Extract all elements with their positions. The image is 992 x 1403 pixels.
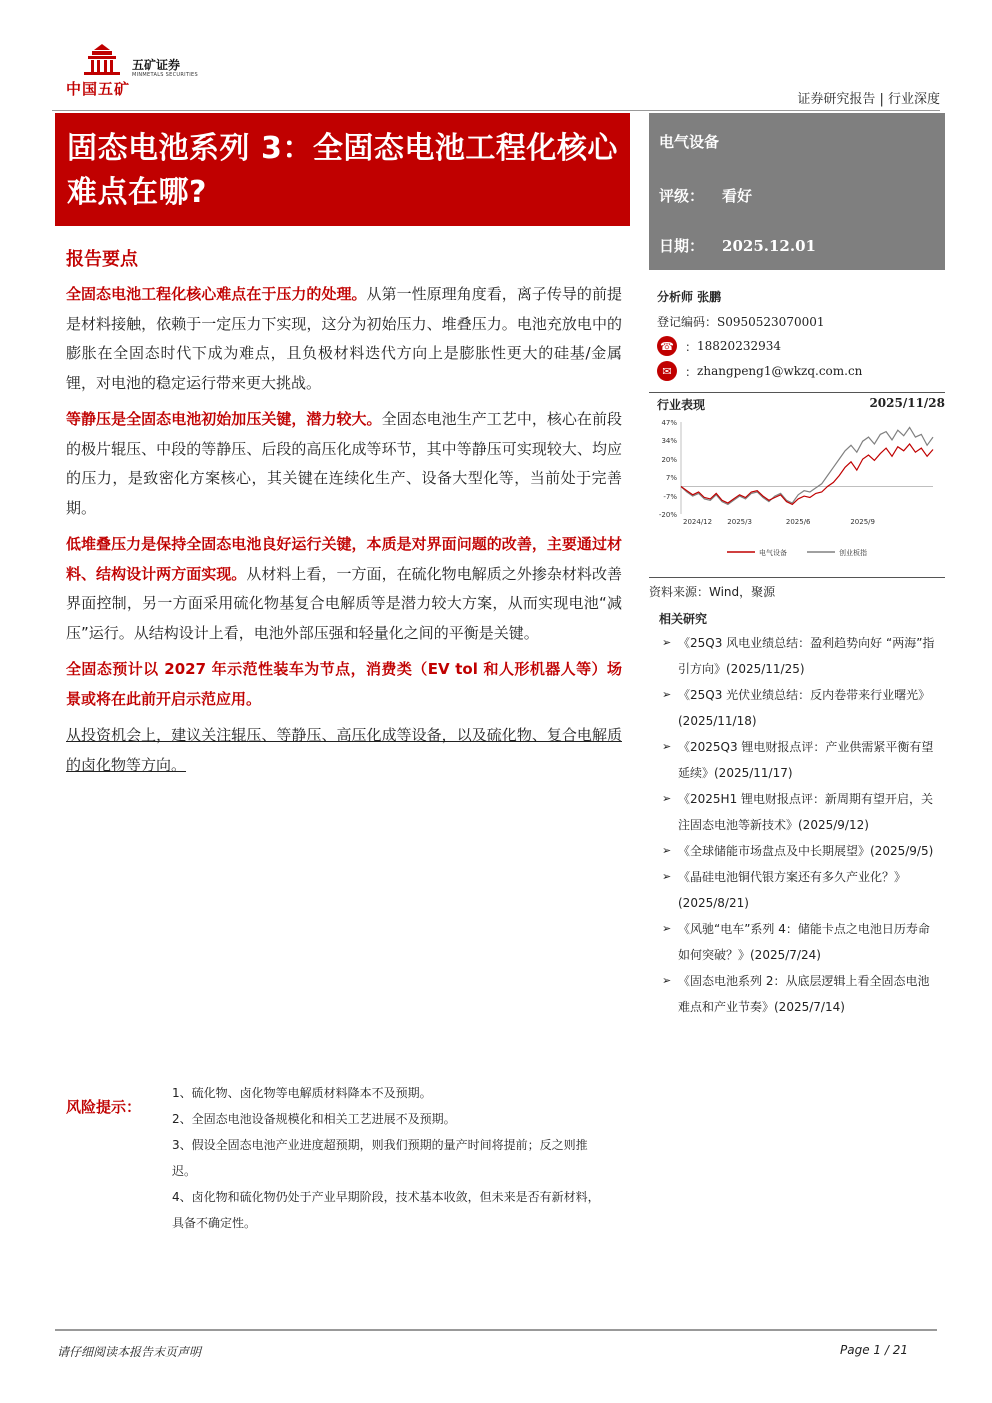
paragraph-timeline bbox=[66, 655, 622, 714]
legend-label: 电气设备 bbox=[759, 549, 787, 557]
analyst-registration bbox=[657, 313, 825, 330]
analyst-name: 分析师 张鹏 bbox=[657, 290, 722, 304]
chart-divider bbox=[649, 577, 945, 578]
x-tick-label: 2025/6 bbox=[785, 518, 811, 526]
paragraph-investment bbox=[66, 721, 622, 780]
phone-label: ： bbox=[685, 339, 698, 354]
page-number: Page 1 / 21 bbox=[840, 1343, 908, 1357]
minmetals-logo-icon bbox=[80, 42, 124, 76]
email-address[interactable]: zhangpeng1@wkzq.com.cn bbox=[697, 364, 863, 378]
related-research-list bbox=[662, 630, 940, 1020]
y-tick-label: -20% bbox=[658, 511, 677, 519]
text-pressure: 从第一性原理角度看，离子传导的前提是材料接触，依赖于一定压力下实现，这分为初始压力、堆叠压力。电池充放电中的膨胀在全固态时代下成为难点，且负极材料迭代方向上是膨胀性更大的硅基/金属锂，对电池的稳定运行带来更大挑战。 bbox=[66, 285, 622, 392]
highlight-stack-pressure: 低堆叠压力是保持全固态电池良好运行关键，本质是对界面问题的改善，主要通过材料、结构设计两方面实现。 bbox=[66, 535, 622, 583]
chart-date: 2025/11/28 bbox=[869, 396, 945, 410]
risk-item: 2、全固态电池设备规模化和相关工艺进展不及预期。 bbox=[172, 1112, 456, 1126]
phone-icon: ☎ bbox=[657, 336, 677, 356]
report-body bbox=[66, 280, 622, 787]
text-stack-pressure: 从材料上看，一方面，在硫化物电解质之外掺杂材料改善界面控制，另一方面采用硫化物基复合电解质等是潜力较大方案，从而实现电池“减压”运行。从结构设计上看，电池外部压强和轻量化之间的平衡是关键。 bbox=[66, 564, 622, 642]
related-item[interactable]: ➢ 《2025H1 锂电财报点评：新周期有望开启，关注固态电池等新技术》(2025/9/12) bbox=[662, 786, 940, 838]
phone-row bbox=[657, 336, 781, 356]
related-item[interactable]: ➢ 《风驰“电车”系列 4：储能卡点之电池日历寿命如何突破？》(2025/7/24) bbox=[662, 916, 940, 968]
key-points-heading: 报告要点 bbox=[66, 249, 138, 270]
email-label: ： bbox=[685, 364, 698, 379]
report-title: 固态电池系列 3：全固态电池工程化核心难点在哪? bbox=[67, 131, 618, 210]
related-item[interactable]: ➢ 《2025Q3 锂电财报点评：产业供需紧平衡有望延续》(2025/11/17) bbox=[662, 734, 940, 786]
related-item[interactable]: ➢ 《固态电池系列 2：从底层逻辑上看全固态电池难点和产业节奏》(2025/7/14) bbox=[662, 968, 940, 1020]
y-tick-label: 47% bbox=[661, 419, 677, 427]
text-investment: 从投资机会上，建议关注辊压、等静压、高压化成等设备，以及硫化物、复合电解质的卤化物等方向。 bbox=[66, 726, 622, 774]
related-item[interactable]: ➢ 《全球储能市场盘点及中长期展望》(2025/9/5) bbox=[662, 838, 940, 864]
header-divider bbox=[52, 110, 940, 111]
y-tick-label: 34% bbox=[661, 436, 677, 445]
risk-label: 风险提示： bbox=[66, 1098, 142, 1116]
paragraph-isostatic bbox=[66, 405, 622, 523]
x-tick-label: 2025/3 bbox=[727, 518, 752, 526]
chart-svg bbox=[657, 416, 945, 566]
chart-source: 资料来源：Wind，聚源 bbox=[649, 585, 776, 599]
rating-box bbox=[649, 113, 945, 270]
footer-divider bbox=[55, 1329, 937, 1331]
x-tick-label: 2025/9 bbox=[850, 518, 875, 526]
paragraph-pressure bbox=[66, 280, 622, 398]
industry-performance-chart bbox=[657, 396, 945, 576]
logo-text-securities-en: MINMETALS SECURITIES bbox=[132, 72, 198, 78]
footer-disclaimer: 请仔细阅读本报告末页声明 bbox=[57, 1345, 202, 1359]
date-label: 日期： bbox=[659, 237, 705, 255]
related-item[interactable]: ➢ 《25Q3 光伏业绩总结：反内卷带来行业曙光》(2025/11/18) bbox=[662, 682, 940, 734]
sector-label: 电气设备 bbox=[659, 133, 720, 151]
risk-item: 3、假设全固态电池产业进度超预期，则我们预期的量产时间将提前；反之则推迟。 bbox=[172, 1138, 588, 1178]
y-tick-label: 20% bbox=[661, 456, 677, 465]
series-line-index bbox=[681, 428, 933, 505]
logo-text-securities: 五矿证券 bbox=[132, 58, 181, 72]
y-tick-label: 7% bbox=[665, 473, 677, 482]
document-type: 证券研究报告 | 行业深度 bbox=[797, 92, 940, 107]
date-row bbox=[659, 235, 816, 256]
x-tick-label: 2024/12 bbox=[683, 518, 713, 526]
logo-text-cn: 中国五矿 bbox=[66, 80, 131, 98]
company-logo bbox=[66, 42, 216, 98]
rating-row bbox=[659, 185, 752, 206]
related-item[interactable]: ➢ 《晶硅电池铜代银方案还有多久产业化？》(2025/8/21) bbox=[662, 864, 940, 916]
legend-label: 创业板指 bbox=[839, 549, 867, 557]
title-banner bbox=[55, 113, 630, 226]
related-research-title: 相关研究 bbox=[659, 612, 708, 626]
rating-value: 看好 bbox=[722, 187, 753, 205]
registration-value: S0950523070001 bbox=[717, 315, 825, 329]
y-tick-label: -7% bbox=[663, 493, 677, 502]
date-value: 2025.12.01 bbox=[722, 237, 816, 255]
registration-label: 登记编码： bbox=[657, 315, 718, 329]
series-line-sector bbox=[681, 444, 933, 504]
phone-number: 18820232934 bbox=[697, 339, 781, 353]
risk-list bbox=[172, 1080, 602, 1236]
risk-item: 4、卤化物和硫化物仍处于产业早期阶段，技术基本收敛，但未来是否有新材料，具备不确定性。 bbox=[172, 1190, 600, 1230]
related-item[interactable]: ➢ 《25Q3 风电业绩总结：盈利趋势向好 “两海”指引方向》(2025/11/25) bbox=[662, 630, 940, 682]
text-isostatic: 全固态电池生产工艺中，核心在前段的极片辊压、中段的等静压、后段的高压化成等环节，其中等静压可实现较大、均应的压力，是致密化方案核心，其关键在连续化生产、设备大型化等，当前处于完善期。 bbox=[66, 410, 622, 517]
highlight-timeline: 全固态预计以 2027 年示范性装车为节点，消费类（EV tol 和人形机器人等）场景或将在此前开启示范应用。 bbox=[66, 660, 622, 708]
risk-item: 1、硫化物、卤化物等电解质材料降本不及预期。 bbox=[172, 1086, 432, 1100]
highlight-isostatic: 等静压是全固态电池初始加压关键，潜力较大。 bbox=[66, 410, 382, 428]
email-row bbox=[657, 361, 862, 381]
email-icon: ✉ bbox=[657, 361, 677, 381]
highlight-pressure: 全固态电池工程化核心难点在于压力的处理。 bbox=[66, 285, 367, 303]
paragraph-stack-pressure bbox=[66, 530, 622, 648]
rating-label: 评级： bbox=[659, 187, 705, 205]
chart-title: 行业表现 bbox=[657, 398, 706, 412]
sidebar-divider bbox=[649, 392, 945, 393]
